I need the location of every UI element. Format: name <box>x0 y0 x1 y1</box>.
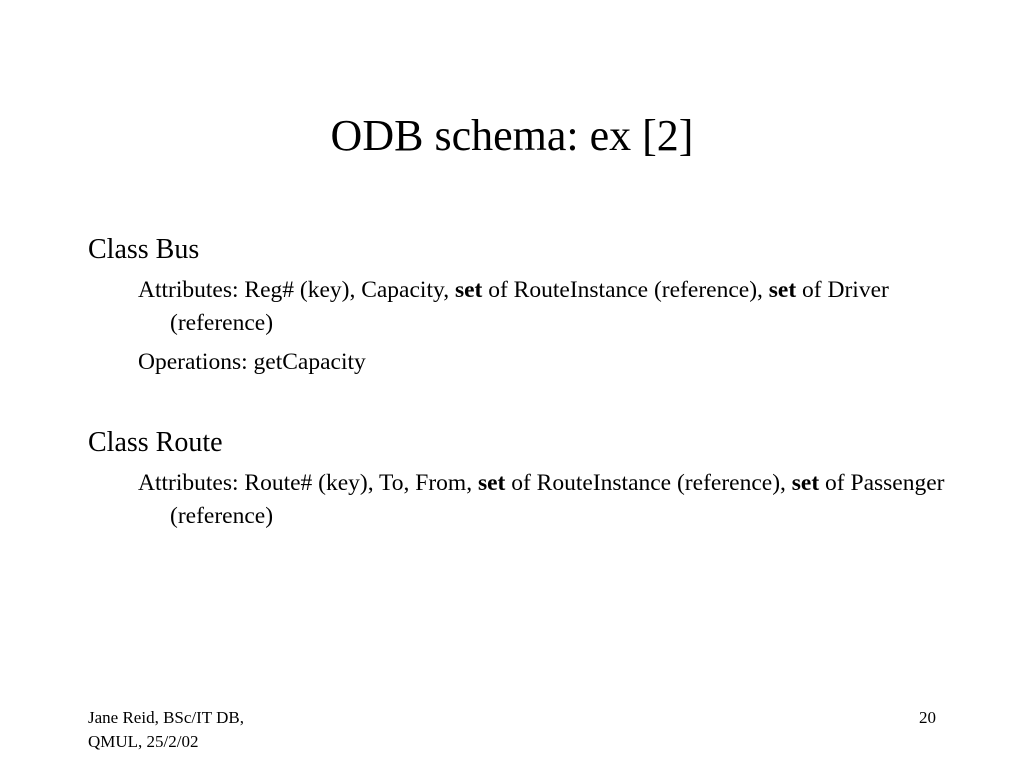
class-route-heading: Class Route <box>88 427 223 458</box>
slide-title: ODB schema: ex [2] <box>330 111 694 160</box>
class-bus-operations <box>138 346 948 379</box>
operations-text: Operations: getCapacity <box>138 349 366 375</box>
class-bus-heading: Class Bus <box>88 234 200 265</box>
footer-author: Jane Reid, BSc/IT DB, <box>88 708 244 727</box>
class-route-attributes <box>138 467 948 533</box>
set-keyword: set <box>454 277 483 303</box>
footer-institution-date: QMUL, 25/2/02 <box>88 732 199 751</box>
class-bus-attributes <box>138 274 948 340</box>
attributes-text: of RouteInstance (reference), <box>482 277 769 303</box>
attributes-text: of Driver (reference) <box>170 277 889 336</box>
class-bus-block <box>88 228 948 379</box>
set-keyword: set <box>477 470 506 496</box>
set-keyword: set <box>768 277 797 303</box>
class-route-block <box>88 421 948 533</box>
attributes-text: Attributes: Route# (key), To, From, <box>138 470 478 496</box>
slide-body <box>88 228 948 539</box>
attributes-text: Attributes: Reg# (key), Capacity, <box>138 277 455 303</box>
set-keyword: set <box>791 470 820 496</box>
footer-credit <box>88 706 244 754</box>
attributes-text: of RouteInstance (reference), <box>505 470 792 496</box>
page-number: 20 <box>919 708 936 727</box>
attributes-text: of Passenger (reference) <box>170 470 945 529</box>
